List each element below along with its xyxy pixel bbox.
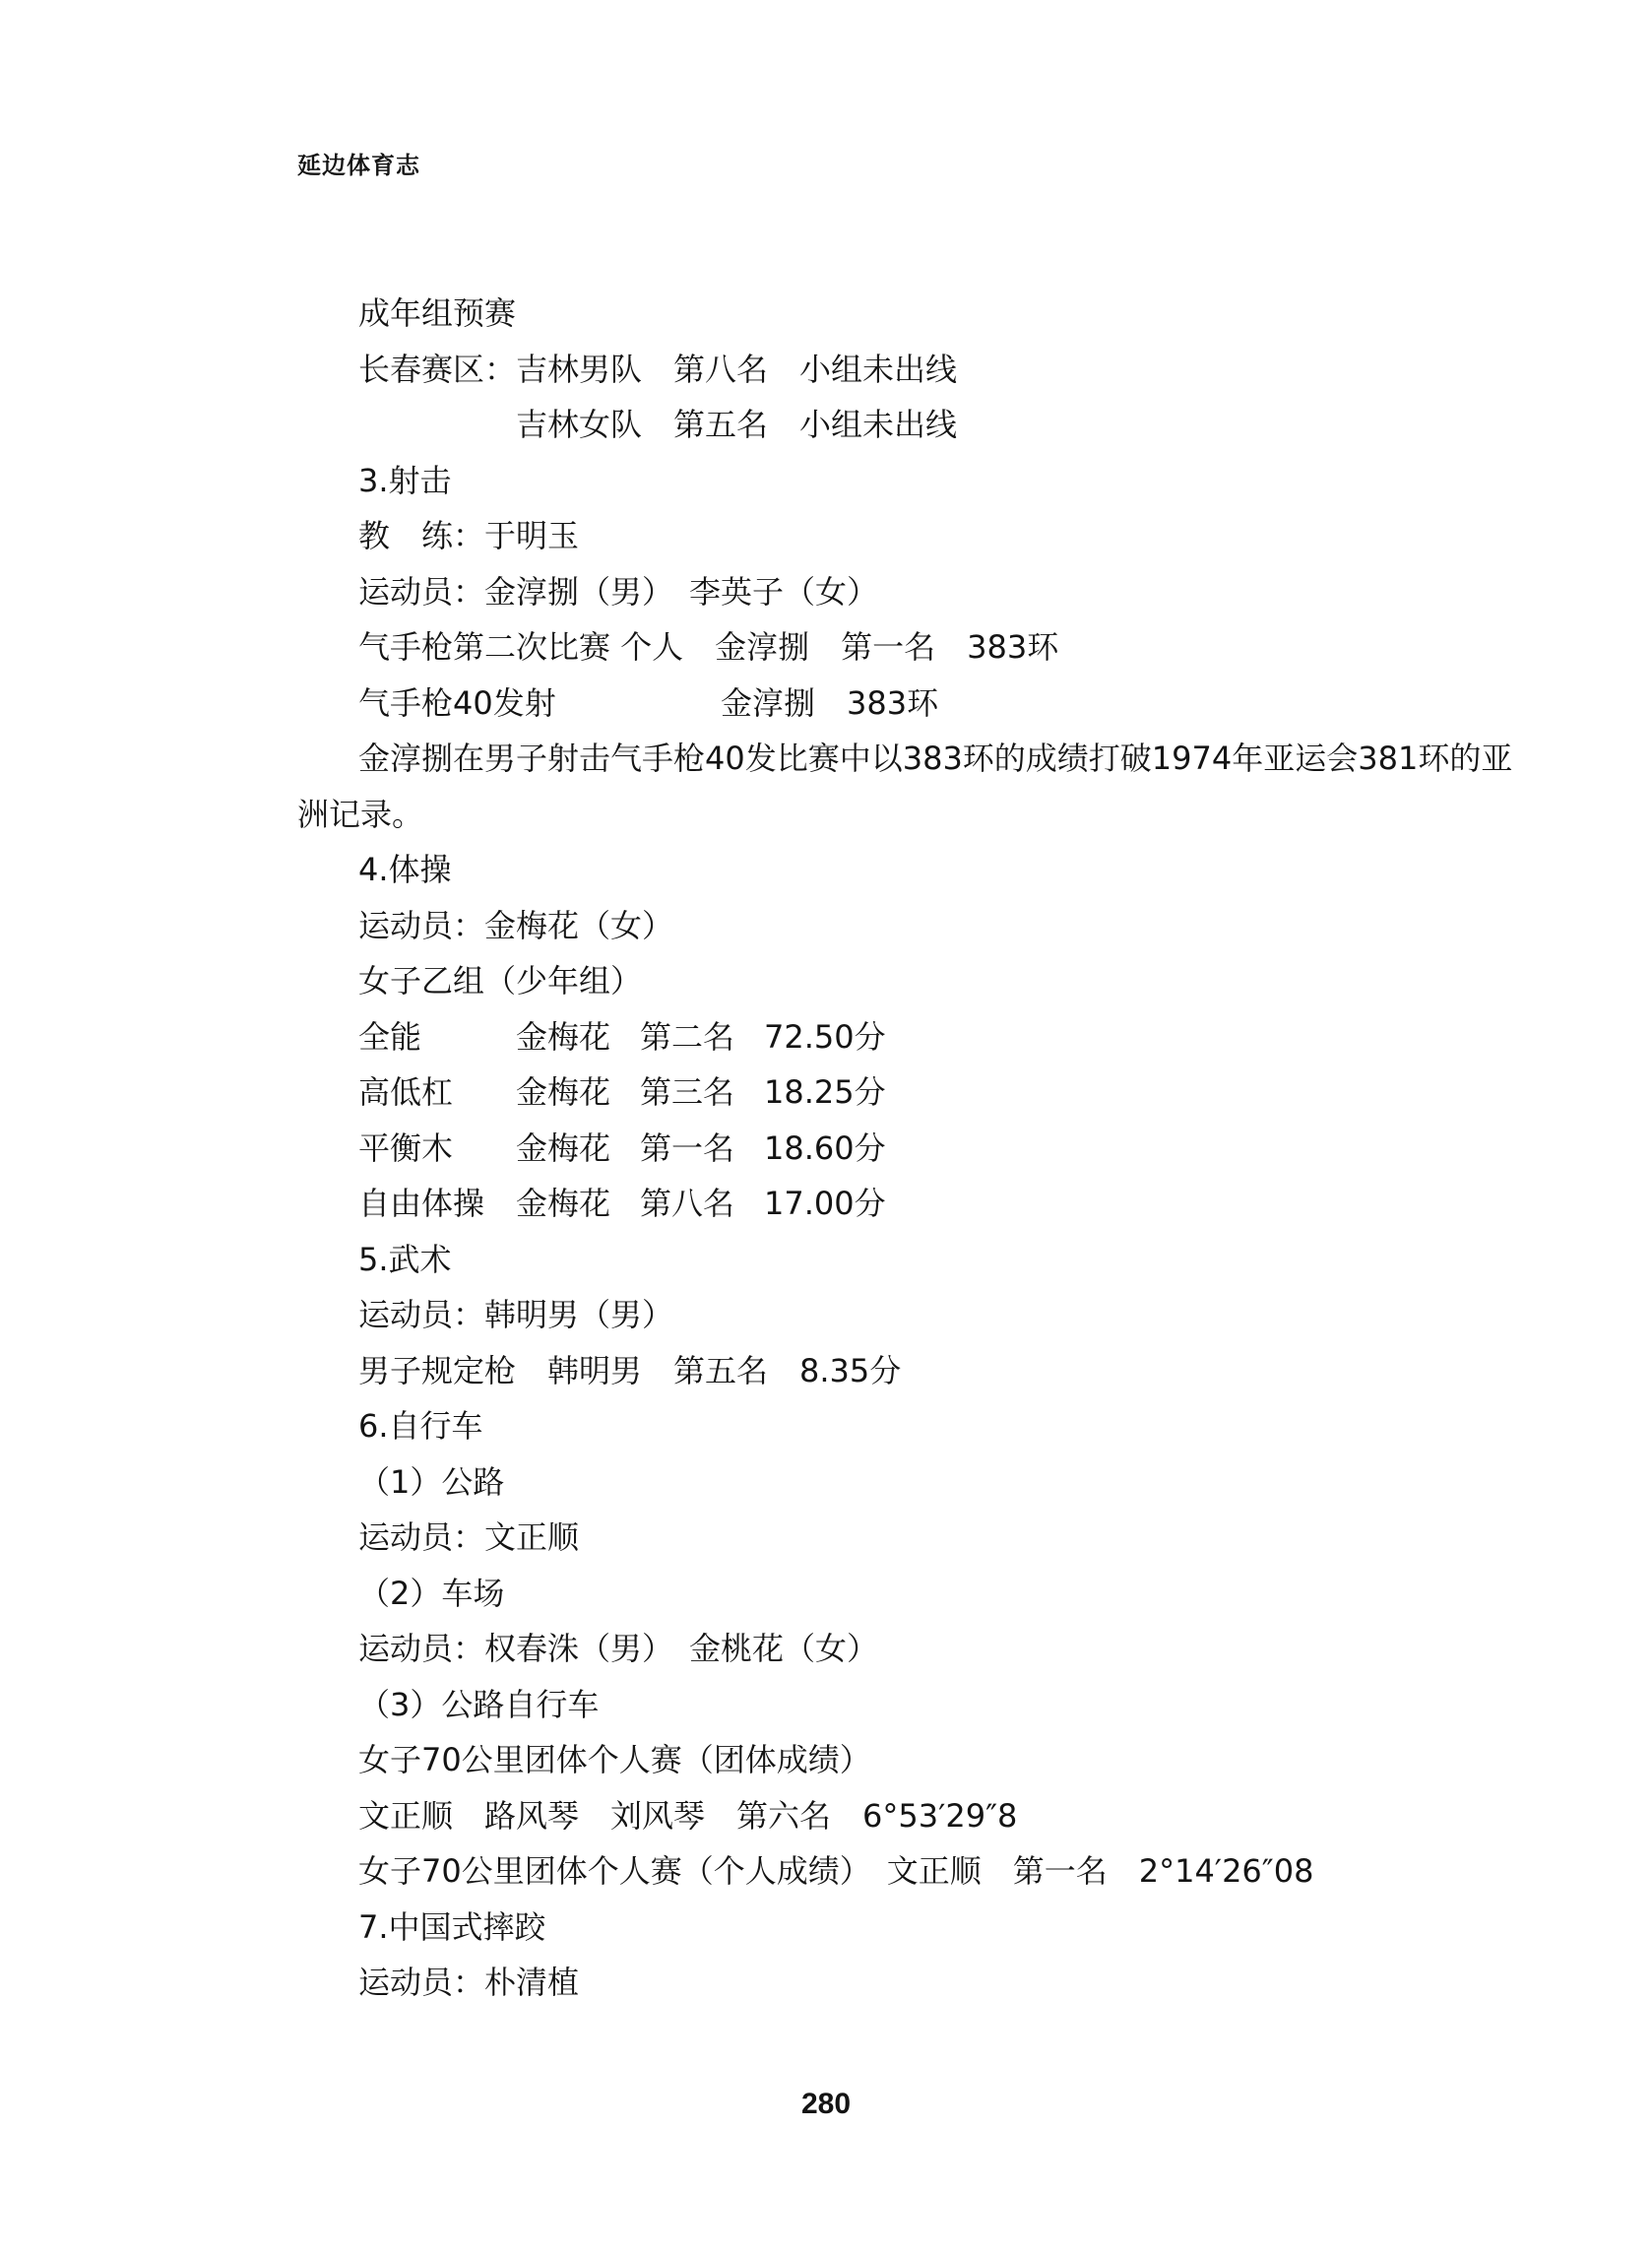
text-line: 女子70公里团体个人赛（团体成绩） [358, 1741, 871, 1778]
text-line: 教 练：于明玉 [358, 517, 580, 554]
text-line: 气手枪第二次比赛 个人 金淳捌 第一名 383环 [358, 628, 1059, 666]
result-row [297, 1064, 1479, 1121]
athlete-name: 金梅花 [516, 1073, 611, 1111]
event-name: 高低杠 [358, 1073, 454, 1111]
section-heading: 4.体操 [358, 851, 452, 888]
page-number: 280 [800, 2088, 852, 2120]
text-line: 运动员：文正顺 [358, 1518, 580, 1556]
subsection-heading: （3）公路自行车 [358, 1685, 600, 1723]
event-result: 金淳捌 383环 [721, 683, 939, 722]
section-heading: 5.武术 [358, 1240, 452, 1278]
text-line [297, 676, 1479, 732]
text-line: 吉林女队 第五名 小组未出线 [516, 406, 958, 443]
text-line: 男子规定枪 韩明男 第五名 8.35分 [358, 1351, 902, 1389]
text-line: 运动员：金梅花（女） [358, 906, 674, 944]
text-line: 长春赛区：吉林男队 第八名 小组未出线 [358, 350, 958, 388]
result-row [297, 1009, 1479, 1065]
subsection-heading: （2）车场 [358, 1574, 505, 1612]
rank: 第二名 [640, 1017, 735, 1056]
text-line: 成年组预赛 [358, 294, 517, 332]
page-body [297, 286, 1513, 2011]
athlete-name: 金梅花 [516, 1185, 611, 1222]
subsection-heading: （1）公路 [358, 1462, 505, 1501]
text-line: 文正顺 路风琴 刘风琴 第六名 6°53′29″8 [358, 1796, 1018, 1835]
athlete-name: 金梅花 [516, 1017, 611, 1056]
rank: 第一名 [640, 1128, 735, 1167]
result-row [297, 1121, 1479, 1177]
text-line: 运动员：朴清植 [358, 1964, 580, 2001]
text-line: 女子乙组（少年组） [358, 962, 643, 1000]
section-heading: 3.射击 [358, 461, 452, 499]
rank: 第三名 [640, 1073, 735, 1111]
text-line: 运动员：金淳捌（男） 李英子（女） [358, 572, 879, 611]
section-heading: 6.自行车 [358, 1407, 483, 1445]
running-header: 延边体育志 [297, 152, 420, 179]
paragraph-line: 金淳捌在男子射击气手枪40发比赛中以383环的成绩打破1974年亚运会381环的亚 [358, 740, 1513, 777]
result-row [297, 1176, 1479, 1232]
score: 72.50分 [764, 1017, 886, 1056]
paragraph-line: 洲记录。 [297, 795, 424, 833]
event-name: 全能 [358, 1017, 422, 1056]
event-name: 平衡木 [358, 1128, 454, 1167]
athlete-name: 金梅花 [516, 1128, 611, 1167]
text-line: 运动员：权春洙（男） 金桃花（女） [358, 1630, 879, 1667]
event-name: 自由体操 [358, 1185, 485, 1222]
section-heading: 7.中国式摔跤 [358, 1907, 546, 1946]
score: 17.00分 [764, 1185, 886, 1222]
event-name: 气手枪40发射 [358, 683, 556, 722]
score: 18.60分 [764, 1128, 886, 1167]
text-line: 女子70公里团体个人赛（个人成绩） 文正顺 第一名 2°14′26″08 [358, 1852, 1314, 1890]
score: 18.25分 [764, 1073, 886, 1111]
text-line: 运动员：韩明男（男） [358, 1296, 674, 1333]
rank: 第八名 [640, 1185, 735, 1222]
